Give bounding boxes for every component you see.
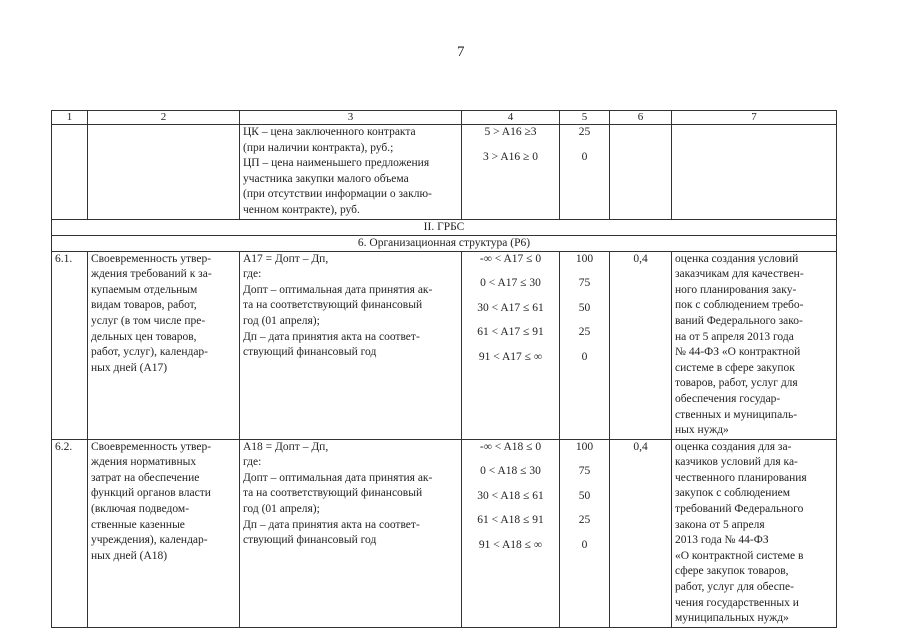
note-line: товаров, работ, услуг для <box>675 377 798 390</box>
cont-note-cell <box>672 125 837 220</box>
condition: 0 < A18 ≤ 30 <box>480 465 541 478</box>
formula-line: ствующий финансовый год <box>243 534 377 547</box>
subsection-row <box>52 235 837 251</box>
indicators-table <box>51 110 837 628</box>
name-line: затрат на обеспечение <box>91 471 200 484</box>
score: 75 <box>578 277 591 290</box>
formula-line: A18 = Допт – Дп, <box>243 440 329 453</box>
formula-line: ствующий финансовый год <box>243 346 377 359</box>
page-number: 7 <box>457 44 465 60</box>
note-line: ных нужд» <box>675 424 729 437</box>
formula-line: та на соответствующий финансовый <box>243 299 423 312</box>
name-line: купаемым отдельным <box>91 283 198 296</box>
formula-line: Дп – дата принятия акта на соответ- <box>243 518 420 531</box>
formula-cell <box>240 439 462 627</box>
name-line: ных дней (A17) <box>91 361 168 374</box>
note-line: «О контрактной системе в <box>675 549 804 562</box>
note-line: обеспечения государ- <box>675 392 781 405</box>
note-line: сфере закупок товаров, <box>675 565 789 578</box>
cont-formula-line: ченном контракте), руб. <box>243 203 360 216</box>
header-row <box>52 111 837 125</box>
score: 0 <box>581 539 588 552</box>
header-col-3: 3 <box>240 111 462 125</box>
name-line: ждения требований к за- <box>91 268 212 281</box>
row-number: 6.1. <box>52 251 88 439</box>
indicator-name <box>88 439 240 627</box>
cont-formula-line: участника закупки малого объема <box>243 172 409 185</box>
conditions-cell <box>462 439 560 627</box>
score: 0 <box>581 150 588 163</box>
name-line: Своевременность утвер- <box>91 252 212 265</box>
score: 25 <box>578 514 591 527</box>
cont-scores-cell <box>560 125 610 220</box>
cont-formula-cell <box>240 125 462 220</box>
row-number: 6.2. <box>52 439 88 627</box>
name-line: учреждения), календар- <box>91 534 208 547</box>
formula-cell <box>240 251 462 439</box>
formula-line: та на соответствующий финансовый <box>243 487 423 500</box>
note-line: пок с соблюдением требо- <box>675 299 804 312</box>
name-line: дельных цен товаров, <box>91 330 197 343</box>
condition: 91 < A17 ≤ ∞ <box>478 350 543 363</box>
condition: 0 < A17 ≤ 30 <box>480 277 541 290</box>
note-line: требований Федерального <box>675 503 804 516</box>
name-line: работ, услуг), календар- <box>91 346 209 359</box>
formula-line: A17 = Допт – Дп, <box>243 252 329 265</box>
score: 50 <box>578 489 591 502</box>
condition: 91 < A18 ≤ ∞ <box>478 539 543 552</box>
table-row <box>52 251 837 439</box>
formula-line: Допт – оптимальная дата принятия ак- <box>243 471 433 484</box>
header-col-6: 6 <box>610 111 672 125</box>
note-line: закупок с соблюдением <box>675 487 790 500</box>
formula-line: год (01 апреля); <box>243 314 320 327</box>
note-line: оценка создания для за- <box>675 440 792 453</box>
name-line: видам товаров, работ, <box>91 299 197 312</box>
formula-line: Допт – оптимальная дата принятия ак- <box>243 283 433 296</box>
note-cell <box>672 439 837 627</box>
note-line: казчиков условий для ка- <box>675 456 798 469</box>
score: 50 <box>578 301 591 314</box>
score: 0 <box>581 350 588 363</box>
name-line: функций органов власти <box>91 487 211 500</box>
note-line: чественного планирования <box>675 471 807 484</box>
note-line: заказчикам для качествен- <box>675 268 804 281</box>
indicator-name <box>88 251 240 439</box>
score: 100 <box>575 440 594 453</box>
score: 25 <box>578 126 591 138</box>
cont-weight-cell <box>610 125 672 220</box>
score: 25 <box>578 326 591 339</box>
cont-num-cell <box>52 125 88 220</box>
note-line: закона от 5 апреля <box>675 518 765 531</box>
condition: 61 < A18 ≤ 91 <box>477 514 544 527</box>
name-line: услуг (в том числе пре- <box>91 314 206 327</box>
header-col-1: 1 <box>52 111 88 125</box>
formula-line: где: <box>243 456 262 469</box>
scores-cell <box>560 439 610 627</box>
name-line: ных дней (A18) <box>91 549 168 562</box>
condition: 30 < A18 ≤ 61 <box>477 489 544 502</box>
note-line: 2013 года № 44-ФЗ <box>675 534 769 547</box>
cont-formula-line: (при наличии контракта), руб.; <box>243 141 394 154</box>
weight-cell: 0,4 <box>610 439 672 627</box>
cont-name-cell <box>88 125 240 220</box>
name-line: ственные казенные <box>91 518 185 531</box>
name-line: ждения нормативных <box>91 456 197 469</box>
note-line: ственных и муниципаль- <box>675 408 798 421</box>
note-line: системе в сфере закупок <box>675 361 795 374</box>
header-col-7: 7 <box>672 111 837 125</box>
note-line: № 44-ФЗ «О контрактной <box>675 346 801 359</box>
subsection-title: 6. Организационная структура (P6) <box>52 235 837 251</box>
header-col-4: 4 <box>462 111 560 125</box>
formula-line: Дп – дата принятия акта на соответ- <box>243 330 420 343</box>
table-row <box>52 439 837 627</box>
note-line: оценка создания условий <box>675 252 799 265</box>
formula-line: где: <box>243 268 262 281</box>
note-line: муниципальных нужд» <box>675 612 789 625</box>
note-line: на от 5 апреля 2013 года <box>675 330 794 343</box>
cont-formula-line: ЦК – цена заключенного контракта <box>243 126 416 138</box>
header-col-5: 5 <box>560 111 610 125</box>
condition: -∞ < A17 ≤ 0 <box>479 252 542 265</box>
cont-formula-line: ЦП – цена наименьшего предложения <box>243 157 430 170</box>
section-row <box>52 219 837 235</box>
condition: -∞ < A18 ≤ 0 <box>479 440 542 453</box>
condition: 30 < A17 ≤ 61 <box>477 301 544 314</box>
condition: 61 < A17 ≤ 91 <box>477 326 544 339</box>
score: 100 <box>575 252 594 265</box>
note-line: работ, услуг для обеспе- <box>675 581 794 594</box>
header-col-2: 2 <box>88 111 240 125</box>
weight-cell: 0,4 <box>610 251 672 439</box>
condition: 3 > A16 ≥ 0 <box>483 150 538 163</box>
cont-formula-line: (при отсутствии информации о заклю- <box>243 188 432 201</box>
name-line: Своевременность утвер- <box>91 440 212 453</box>
continued-row <box>52 125 837 220</box>
scores-cell <box>560 251 610 439</box>
note-cell <box>672 251 837 439</box>
name-line: (включая подведом- <box>91 503 190 516</box>
conditions-cell <box>462 251 560 439</box>
note-line: ваний Федерального зако- <box>675 314 803 327</box>
condition: 5 > A16 ≥3 <box>484 126 537 138</box>
score: 75 <box>578 465 591 478</box>
formula-line: год (01 апреля); <box>243 503 320 516</box>
cont-conditions-cell <box>462 125 560 220</box>
note-line: ного планирования заку- <box>675 283 797 296</box>
section-title: II. ГРБС <box>52 219 837 235</box>
note-line: чения государственных и <box>675 596 799 609</box>
